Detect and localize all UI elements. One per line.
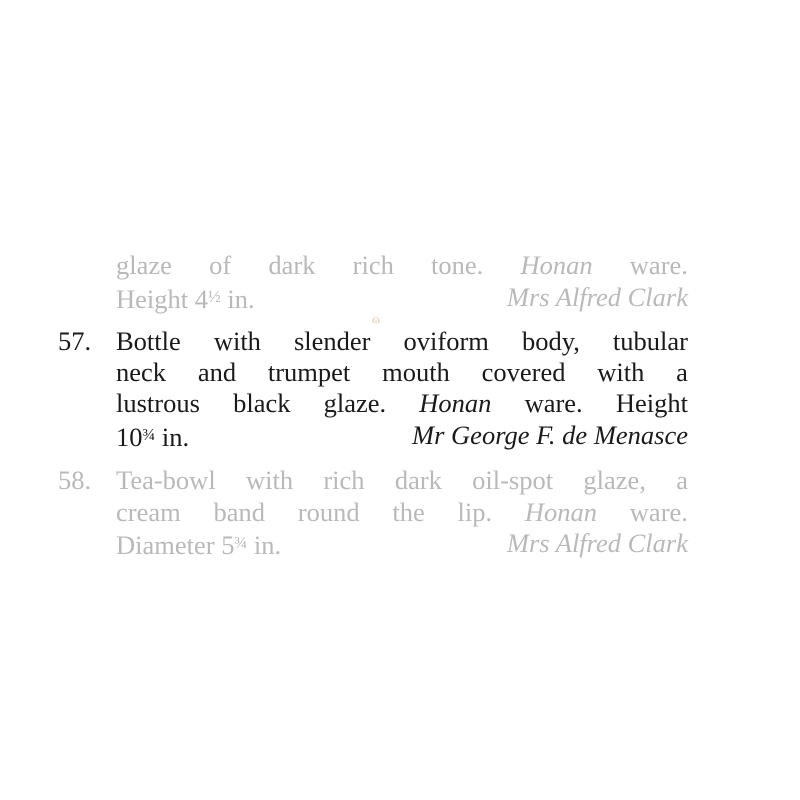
ware-name: Honan [524, 497, 598, 527]
word: rich [352, 250, 394, 280]
word: glaze. [323, 388, 387, 418]
word: mouth [382, 357, 450, 387]
dimension-fraction: ½ [208, 287, 221, 306]
word: ware. [629, 497, 688, 527]
entry-58-line-1 [116, 463, 688, 497]
ink-speck: ɷ [372, 312, 380, 326]
word: with [245, 465, 294, 495]
word: band [213, 497, 266, 527]
entry-56-line-1 [116, 248, 688, 282]
dimension-fraction: ¾ [142, 425, 156, 444]
entry-58-line-2 [116, 495, 688, 529]
word: ware. [524, 388, 583, 418]
word: covered [481, 357, 566, 387]
dimension-value: Diameter 5 [116, 530, 235, 560]
dimension-value: 10 [116, 422, 143, 452]
word: tubular [612, 326, 688, 356]
word: glaze [116, 250, 172, 280]
word: trumpet [267, 357, 351, 387]
entry-57-line-4 [116, 418, 688, 452]
dimension [116, 526, 281, 560]
word: Bottle [116, 326, 181, 356]
word: oil-spot [472, 465, 554, 495]
word: body, [521, 326, 580, 356]
word: the [392, 497, 425, 527]
ware-name: Honan [419, 388, 492, 418]
word: Height [615, 388, 688, 418]
ware-name: Honan [520, 250, 593, 280]
word: cream [116, 497, 181, 527]
entry-58-line-3 [116, 526, 688, 560]
dimension [116, 418, 189, 452]
word: and [197, 357, 237, 387]
word: Tea-bowl [116, 465, 216, 495]
word: with [213, 326, 261, 356]
word: with [597, 357, 645, 387]
word: tone. [431, 250, 484, 280]
word: glaze, [583, 465, 646, 495]
lender-name: Mrs Alfred Clark [506, 528, 688, 558]
word: lustrous [116, 388, 200, 418]
lender-name: Mrs Alfred Clark [506, 282, 688, 312]
dimension-value: Height 4 [116, 284, 208, 314]
word: oviform [403, 326, 489, 356]
entry-58-number: 58. [58, 465, 92, 495]
dimension-unit: in. [220, 284, 255, 314]
word: a [676, 465, 688, 495]
entry-57-line-1 [116, 324, 688, 358]
dimension-fraction: ¾ [234, 533, 248, 552]
word: round [297, 497, 360, 527]
dimension-unit: in. [155, 422, 190, 452]
entry-56-line-2 [116, 280, 688, 314]
word: slender [293, 326, 371, 356]
word: neck [116, 357, 167, 387]
dimension [116, 280, 255, 314]
word: rich [323, 465, 365, 495]
word: dark [268, 250, 316, 280]
word: black [233, 388, 291, 418]
lender-name: Mr George F. de Menasce [412, 420, 688, 450]
word: lip. [457, 497, 493, 527]
dimension-unit: in. [247, 530, 282, 560]
word: a [676, 357, 688, 387]
entry-57-line-2 [116, 355, 688, 389]
entry-57-line-3 [116, 386, 688, 420]
word: ware. [629, 250, 688, 280]
entry-57-number: 57. [58, 326, 92, 356]
word: dark [394, 465, 442, 495]
word: of [209, 250, 232, 280]
